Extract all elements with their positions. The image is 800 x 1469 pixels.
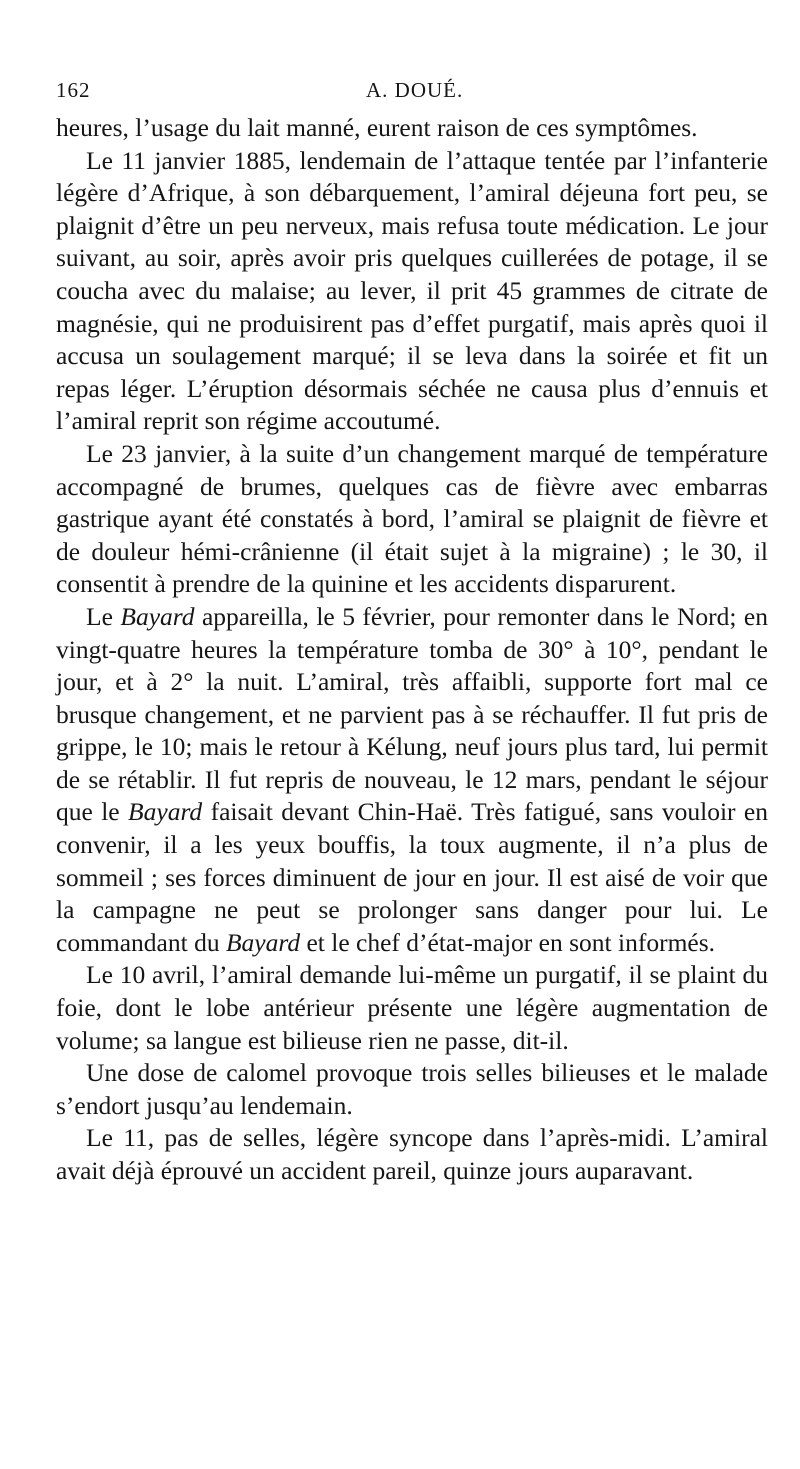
running-head-author: A. DOUÉ. <box>366 78 464 102</box>
text-segment: Le <box>86 601 121 631</box>
book-page <box>56 78 768 1188</box>
ship-name: Bayard <box>225 927 301 957</box>
body-text <box>56 112 768 1188</box>
ship-name: Bayard <box>120 601 195 631</box>
paragraph-continued: heures, l’usage du lait manné, eurent raison de ces symptômes. <box>56 113 698 142</box>
paragraph-january-11: Le 11 janvier 1885, lendemain de l’attaque tentée par l’infanterie légère d’Afrique, à son débarquement, l’amiral déjeuna fort peu, se plaignit d’être un peu nerveux, mais refusa toute médication. Le jour suivant, au soir, après avoir pris quelques cuillerées de potage, il se coucha avec du malaise; au lever, il prit 45 grammes de citrate de magnésie, qui ne produisirent pas d’effet purgatif, mais après quoi il accusa un soulagement marqué; il se leva dans la soirée et fit un repas léger. L’éruption désormais séchée ne causa plus d’ennuis et l’amiral reprit son régime accoutumé. <box>56 145 768 436</box>
paragraph-january-23: Le 23 janvier, à la suite d’un changement marqué de température accompagné de brumes, quelques cas de fièvre avec embarras gastrique ayant été constatés à bord, l’amiral se plaignit de fièvre et de douleur hémi-crânienne (il était sujet à la migraine) ; le 30, il consentit à prendre de la quinine et les accidents disparurent. <box>56 438 768 599</box>
running-head <box>56 78 768 112</box>
paragraph-april-11: Le 11, pas de selles, légère syncope dans l’après-midi. L’amiral avait déjà éprouvé un accident pareil, quinze jours auparavant. <box>56 1123 768 1185</box>
text-segment: et le chef d’état-major en sont informés. <box>300 927 716 957</box>
paragraph-bayard-departure <box>56 601 768 960</box>
paragraph-april-10: Le 10 avril, l’amiral demande lui-même un purgatif, il se plaint du foie, dont le lobe antérieur présente une légère augmentation de volume; sa langue est bilieuse rien ne passe, dit-il. <box>56 960 768 1055</box>
text-segment: appareilla, le 5 février, pour remonter dans le Nord; en vingt-quatre heures la température tomba de 30° à 10°, pendant le jour, et à 2° la nuit. L’amiral, très affaibli, supporte fort mal ce brusque changement, et ne parvient pas à se réchauffer. Il fut pris de grippe, le 10; mais le retour à Kélung, neuf jours plus tard, lui permit de se rétablir. Il fut repris de nouveau, le 12 mars, pendant le séjour que le <box>56 601 768 827</box>
text-segment: faisait devant Chin-Haë. Très fatigué, sans vouloir en convenir, il a les yeux bouffis, la toux augmente, il n’a plus de sommeil ; ses forces diminuent de jour en jour. Il est aisé de voir que la campagne ne peut se prolonger sans danger pour lui. Le commandant du <box>56 797 768 957</box>
paragraph-calomel: Une dose de calomel provoque trois selles bilieuses et le malade s’endort jusqu’au lendemain. <box>56 1058 768 1120</box>
ship-name: Bayard <box>128 797 203 827</box>
page-number: 162 <box>56 78 91 102</box>
